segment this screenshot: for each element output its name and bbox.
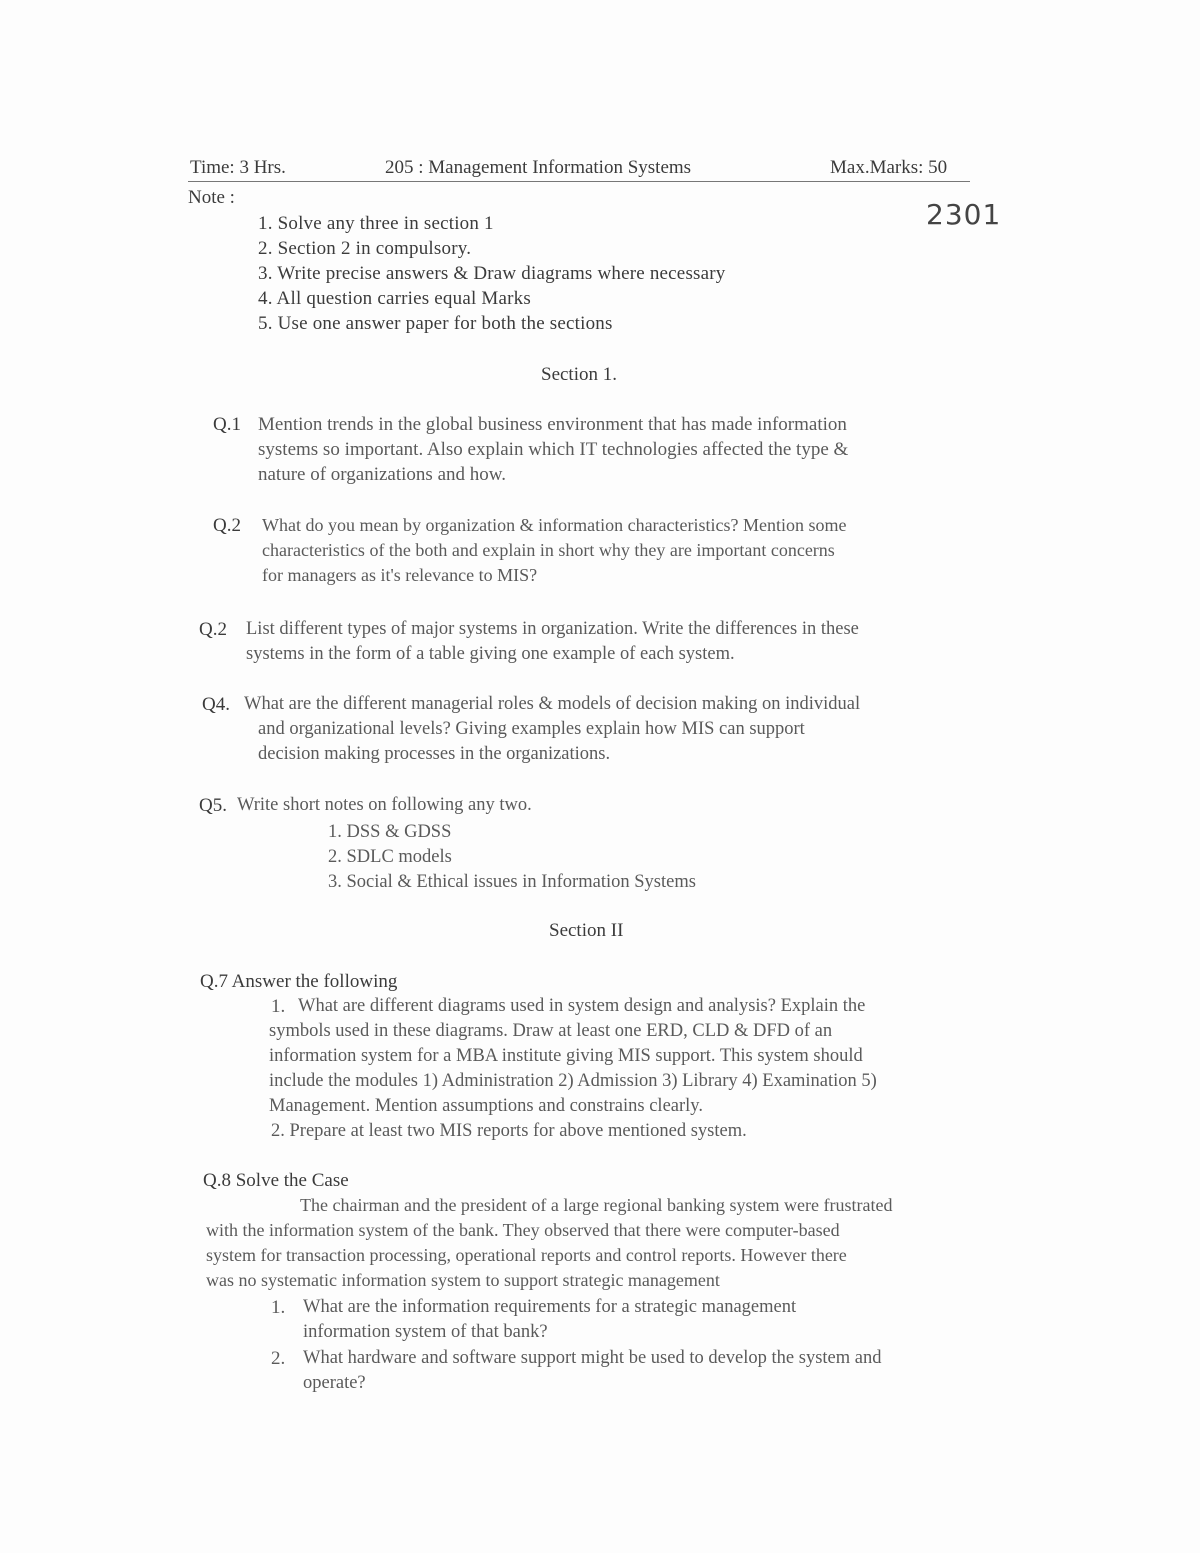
q7-item1-line: include the modules 1) Administration 2) Admission 3) Library 4) Examination 5) (269, 1071, 877, 1091)
q7-item2: 2. Prepare at least two MIS reports for above mentioned system. (271, 1121, 747, 1141)
q4-line: decision making processes in the organizations. (258, 744, 611, 764)
q8-sub2-line: What hardware and software support might be used to develop the system and (303, 1348, 882, 1368)
max-marks-label: Max.Marks: 50 (830, 157, 948, 178)
q4-label: Q4. (202, 694, 230, 715)
q1-label: Q.1 (213, 414, 241, 435)
q8-case-line: with the information system of the bank. They observed that there were computer-based (206, 1220, 840, 1240)
q2-line: characteristics of the both and explain in short why they are important concerns (262, 540, 835, 560)
subject-title: 205 : Management Information Systems (385, 157, 692, 178)
note-label: Note : (188, 187, 235, 208)
q8-sub2-text (303, 1346, 881, 1396)
q8-heading: Q.8 Solve the Case (203, 1170, 349, 1191)
header-rule (188, 181, 970, 182)
q8-sub1-line: What are the information requirements for a strategic management (303, 1297, 797, 1317)
q5-intro: Write short notes on following any two. (237, 795, 532, 815)
q7-heading: Q.7 Answer the following (200, 971, 398, 992)
q5-list (328, 820, 696, 895)
q7-item1-text (269, 994, 877, 1119)
note-item: 2. Section 2 in compulsory. (258, 238, 472, 259)
q1-line: systems so important. Also explain which IT technologies affected the type & (258, 439, 849, 460)
q8-case-line: was no systematic information system to support strategic management (206, 1270, 720, 1290)
note-item: 4. All question carries equal Marks (258, 288, 531, 309)
note-item: 1. Solve any three in section 1 (258, 213, 494, 234)
q7-item1-line: Management. Mention assumptions and constrains clearly. (269, 1096, 703, 1116)
note-item: 5. Use one answer paper for both the sections (258, 313, 613, 334)
q5-label: Q5. (199, 795, 227, 816)
section-1-title: Section 1. (541, 364, 617, 385)
q5-item: 1. DSS & GDSS (328, 822, 452, 842)
q2-line: for managers as it's relevance to MIS? (262, 565, 538, 585)
q2-label: Q.2 (213, 515, 241, 536)
paper-code: 2301 (926, 198, 1002, 231)
q8-sub1-text (303, 1295, 796, 1345)
q5-item: 2. SDLC models (328, 847, 452, 867)
q8-sub1-line: information system of that bank? (303, 1322, 548, 1342)
q3-line: List different types of major systems in organization. Write the differences in these (246, 619, 859, 639)
q3-text (246, 617, 859, 667)
q7-item1-line: information system for a MBA institute giving MIS support. This system should (269, 1046, 863, 1066)
section-2-title: Section II (549, 920, 624, 941)
q8-case-line: system for transaction processing, operational reports and control reports. However there (206, 1245, 847, 1265)
q8-sub2-number: 2. (271, 1348, 286, 1369)
q1-line: nature of organizations and how. (258, 464, 506, 485)
q1-line: Mention trends in the global business environment that has made information (258, 414, 847, 435)
q8-sub1-number: 1. (271, 1297, 286, 1318)
q3-line: systems in the form of a table giving one example of each system. (246, 644, 735, 664)
time-label: Time: 3 Hrs. (190, 157, 286, 178)
q4-line: and organizational levels? Giving examples explain how MIS can support (258, 719, 805, 739)
q4-text (244, 692, 860, 767)
q7-item1-number: 1. (271, 996, 286, 1017)
q5-item: 3. Social & Ethical issues in Information Systems (328, 872, 696, 892)
q8-case-line: The chairman and the president of a large regional banking system were frustrated (300, 1195, 893, 1215)
q3-label: Q.2 (199, 619, 227, 640)
q4-line: What are the different managerial roles & models of decision making on individual (244, 694, 861, 714)
q8-case-text (206, 1193, 892, 1293)
q7-item1-line: What are different diagrams used in system design and analysis? Explain the (298, 996, 866, 1016)
note-item: 3. Write precise answers & Draw diagrams where necessary (258, 263, 726, 284)
q1-text (258, 412, 848, 487)
q7-item1-line: symbols used in these diagrams. Draw at least one ERD, CLD & DFD of an (269, 1021, 833, 1041)
q8-sub2-line: operate? (303, 1373, 366, 1393)
q2-line: What do you mean by organization & information characteristics? Mention some (262, 515, 847, 535)
q2-text (262, 513, 847, 588)
